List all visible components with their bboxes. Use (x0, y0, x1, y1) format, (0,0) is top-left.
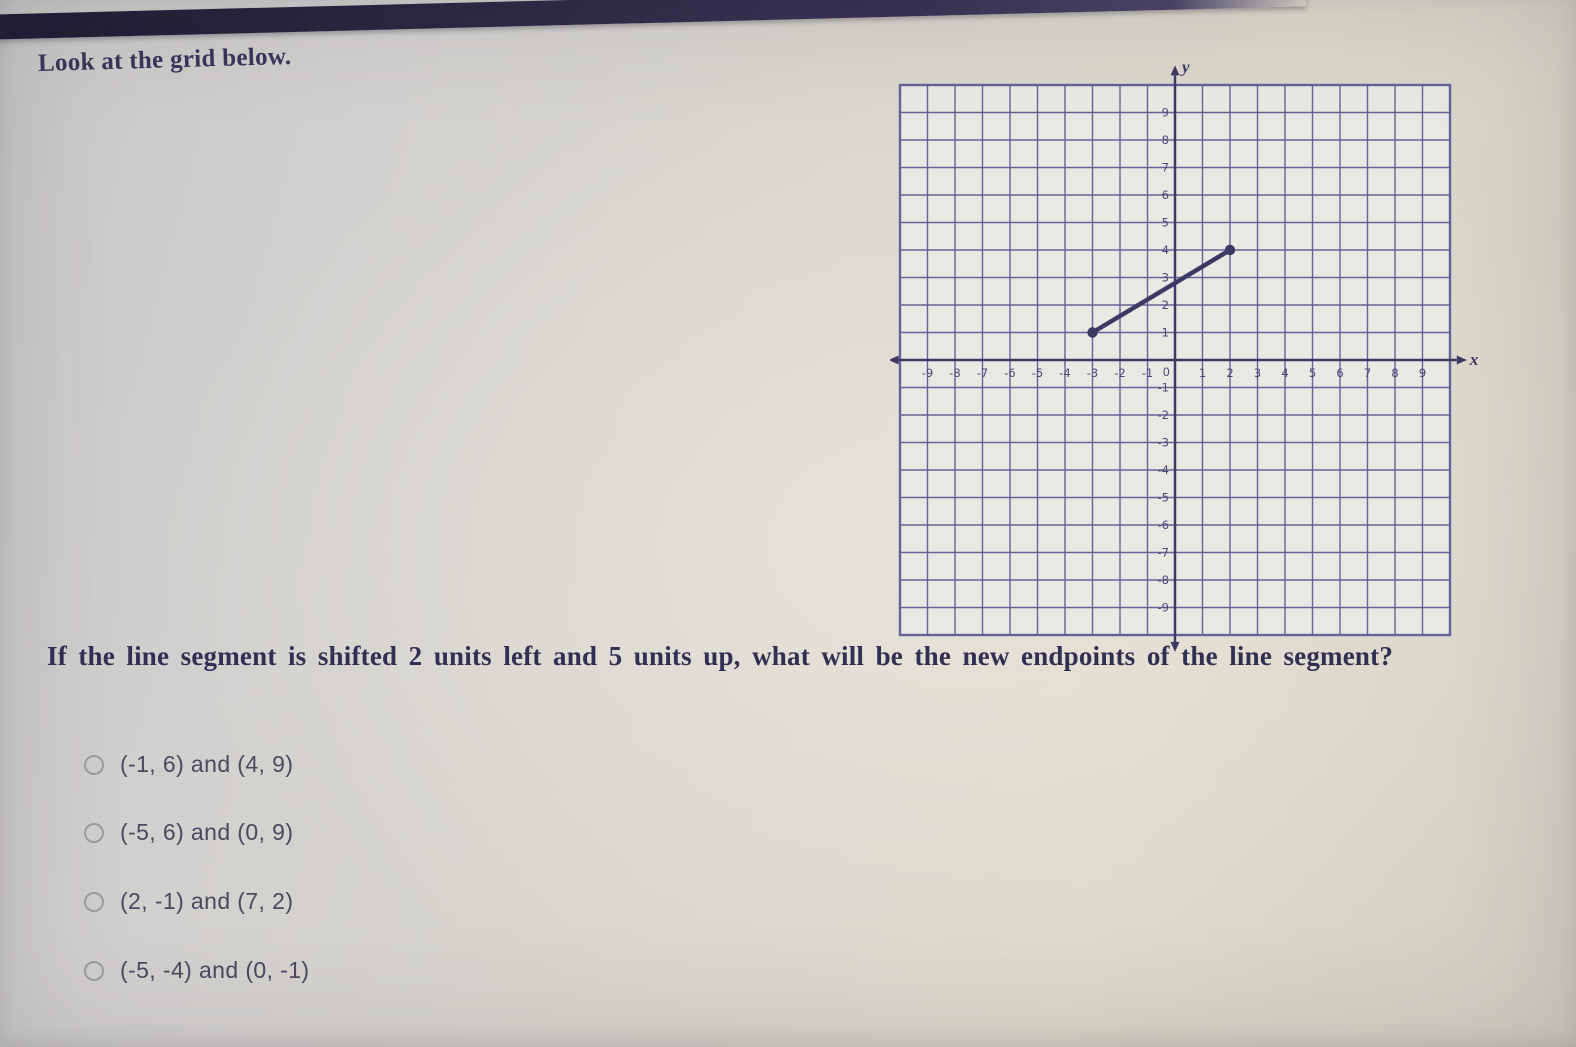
svg-text:-9: -9 (921, 366, 934, 380)
svg-text:-5: -5 (1157, 490, 1169, 505)
grid-svg (890, 55, 1510, 675)
svg-text:x: x (1469, 350, 1479, 369)
answer-option-label: (-1, 6) and (4, 9) (120, 751, 294, 777)
radio-button[interactable] (84, 823, 104, 843)
svg-text:-8: -8 (1157, 573, 1169, 587)
svg-text:3: 3 (1161, 270, 1169, 285)
answer-option[interactable] (84, 888, 293, 915)
svg-text:7: 7 (1363, 366, 1372, 380)
svg-text:5: 5 (1161, 215, 1169, 230)
svg-text:-9: -9 (1157, 600, 1169, 615)
svg-text:-3: -3 (1157, 435, 1169, 450)
svg-text:-7: -7 (1157, 545, 1169, 560)
svg-text:-7: -7 (976, 366, 989, 380)
svg-text:6: 6 (1336, 366, 1344, 380)
svg-text:4: 4 (1281, 366, 1289, 380)
answer-option-label: (-5, 6) and (0, 9) (120, 819, 294, 845)
coordinate-grid (890, 55, 1510, 675)
instruction-text: Look at the grid below. (37, 42, 292, 77)
svg-text:3: 3 (1253, 366, 1262, 380)
svg-text:1: 1 (1161, 325, 1169, 340)
answer-option-label: (-5, -4) and (0, -1) (120, 957, 310, 983)
svg-text:-2: -2 (1114, 366, 1126, 380)
answer-option[interactable] (84, 957, 310, 984)
svg-text:8: 8 (1391, 366, 1399, 380)
svg-text:-6: -6 (1157, 518, 1169, 532)
svg-text:-5: -5 (1031, 366, 1044, 380)
svg-text:2: 2 (1161, 298, 1169, 312)
svg-text:-8: -8 (949, 366, 961, 380)
svg-text:2: 2 (1226, 366, 1234, 380)
svg-text:1: 1 (1198, 366, 1207, 380)
answer-option[interactable] (84, 819, 293, 846)
svg-text:4: 4 (1161, 243, 1169, 257)
answer-option[interactable] (84, 751, 293, 778)
radio-button[interactable] (84, 755, 104, 775)
window-top-bar (0, 0, 1306, 40)
svg-text:5: 5 (1308, 366, 1317, 380)
question-text: If the line segment is shifted 2 units left and 5 units up, what will be the new endpoints of the line segment? (47, 641, 1394, 671)
svg-text:8: 8 (1161, 133, 1169, 147)
svg-text:-2: -2 (1157, 408, 1169, 422)
radio-button[interactable] (84, 961, 104, 981)
svg-text:-1: -1 (1157, 380, 1169, 395)
svg-text:7: 7 (1161, 160, 1169, 175)
answer-option-label: (2, -1) and (7, 2) (120, 888, 294, 914)
svg-text:6: 6 (1161, 188, 1169, 202)
svg-text:-4: -4 (1157, 463, 1169, 477)
svg-text:0: 0 (1162, 365, 1170, 379)
svg-text:-4: -4 (1059, 366, 1071, 380)
svg-text:-3: -3 (1086, 366, 1099, 380)
radio-button[interactable] (84, 892, 104, 912)
svg-text:9: 9 (1418, 366, 1427, 380)
svg-text:9: 9 (1161, 105, 1169, 120)
svg-text:-6: -6 (1004, 366, 1016, 380)
svg-text:-1: -1 (1141, 366, 1154, 380)
svg-text:y: y (1182, 57, 1190, 77)
